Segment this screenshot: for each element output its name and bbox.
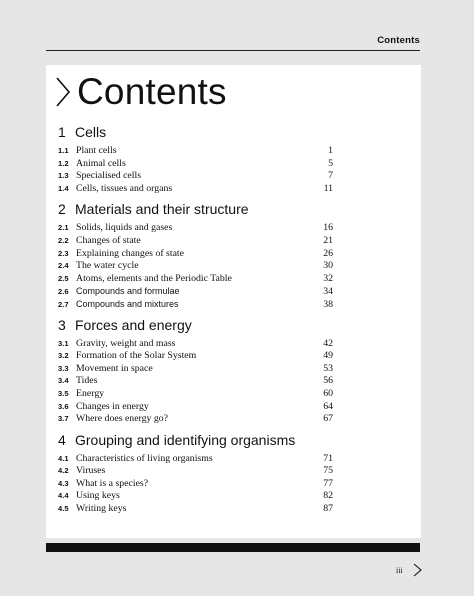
section-page: 32 bbox=[323, 272, 333, 284]
section-page: 21 bbox=[323, 234, 333, 246]
chapter-title: Cells bbox=[75, 124, 107, 140]
section-title: What is a species? bbox=[76, 477, 149, 489]
section-title: Explaining changes of state bbox=[76, 247, 185, 259]
chapter-heading[interactable] bbox=[58, 429, 333, 452]
section-number: 1.1 bbox=[58, 146, 69, 155]
section-number: 4.5 bbox=[58, 504, 69, 514]
section-page: 7 bbox=[328, 170, 333, 182]
section-page: 38 bbox=[323, 298, 333, 310]
section-title: Changes in energy bbox=[76, 400, 149, 412]
chapter-heading[interactable] bbox=[58, 198, 333, 221]
section-entry[interactable] bbox=[58, 170, 333, 183]
section-entry[interactable] bbox=[58, 453, 333, 466]
section-number: 3.5 bbox=[58, 388, 69, 398]
section-title: Using keys bbox=[76, 490, 120, 502]
section-entry[interactable] bbox=[58, 503, 333, 516]
section-entry[interactable] bbox=[58, 350, 333, 363]
section-page: 34 bbox=[323, 286, 333, 298]
section-number: 4.3 bbox=[58, 478, 69, 488]
section-page: 5 bbox=[328, 157, 333, 169]
section-entry[interactable] bbox=[58, 298, 333, 311]
chapter-number: 3 bbox=[58, 316, 66, 333]
section-entry[interactable] bbox=[58, 273, 333, 286]
section-page: 87 bbox=[323, 503, 333, 515]
section-title: Formation of the Solar System bbox=[76, 350, 197, 362]
section-title: Where does energy go? bbox=[76, 413, 169, 425]
section-number: 3.3 bbox=[58, 363, 69, 373]
section-title: Gravity, weight and mass bbox=[76, 337, 176, 349]
section-entry[interactable] bbox=[58, 375, 333, 388]
section-title: The water cycle bbox=[76, 260, 139, 272]
section-title: Atoms, elements and the Periodic Table bbox=[76, 272, 232, 284]
section-number: 3.6 bbox=[58, 401, 69, 411]
section-page: 56 bbox=[323, 375, 333, 387]
section-entry[interactable] bbox=[58, 222, 333, 235]
section-page: 77 bbox=[323, 477, 333, 489]
section-entry[interactable] bbox=[58, 363, 333, 376]
chapter-title: Grouping and identifying organisms bbox=[75, 431, 296, 448]
chapter-title: Materials and their structure bbox=[75, 201, 249, 218]
section-page: 30 bbox=[323, 260, 333, 272]
section-number: 3.2 bbox=[58, 351, 69, 361]
chapter bbox=[58, 121, 333, 195]
section-entry[interactable] bbox=[58, 465, 333, 478]
chapter-number: 2 bbox=[58, 201, 66, 218]
chapter-number: 1 bbox=[58, 124, 66, 140]
section-number: 4.1 bbox=[58, 453, 69, 463]
section-number: 3.1 bbox=[58, 338, 69, 348]
page-title: Contents bbox=[77, 71, 227, 112]
section-number: 1.2 bbox=[58, 158, 69, 168]
section-entry[interactable] bbox=[58, 260, 333, 273]
section-page: 42 bbox=[323, 337, 333, 349]
section-entry[interactable] bbox=[58, 235, 333, 248]
chapter bbox=[58, 314, 333, 426]
section-title: Plant cells bbox=[76, 145, 117, 156]
section-title: Compounds and formulae bbox=[76, 286, 180, 297]
chapter-heading[interactable] bbox=[58, 314, 333, 337]
section-page: 82 bbox=[323, 490, 333, 502]
section-entry[interactable] bbox=[58, 490, 333, 503]
section-list bbox=[58, 338, 333, 426]
section-number: 2.7 bbox=[58, 299, 69, 309]
section-number: 2.6 bbox=[58, 287, 69, 297]
section-title: Solids, liquids and gases bbox=[76, 222, 173, 234]
section-page: 64 bbox=[323, 400, 333, 412]
section-list bbox=[58, 222, 333, 310]
section-page: 75 bbox=[323, 465, 333, 477]
section-page: 49 bbox=[323, 350, 333, 362]
section-number: 4.2 bbox=[58, 466, 69, 476]
section-entry[interactable] bbox=[58, 285, 333, 298]
section-number: 2.2 bbox=[58, 235, 69, 245]
section-title: Tides bbox=[76, 375, 98, 387]
section-entry[interactable] bbox=[58, 158, 333, 171]
section-title: Specialised cells bbox=[76, 170, 142, 182]
section-entry[interactable] bbox=[58, 183, 333, 196]
section-title: Changes of state bbox=[76, 234, 141, 246]
section-page: 67 bbox=[323, 413, 333, 425]
chapter-title: Forces and energy bbox=[75, 316, 192, 333]
section-number: 3.7 bbox=[58, 414, 69, 424]
section-page: 16 bbox=[323, 222, 333, 234]
chapter-number: 4 bbox=[58, 431, 66, 448]
section-number: 2.4 bbox=[58, 261, 69, 271]
section-title: Cells, tissues and organs bbox=[76, 182, 173, 194]
section-title: Movement in space bbox=[76, 362, 153, 374]
section-entry[interactable] bbox=[58, 413, 333, 426]
section-entry[interactable] bbox=[58, 248, 333, 261]
section-page: 60 bbox=[323, 387, 333, 399]
section-entry[interactable] bbox=[58, 401, 333, 414]
section-title: Writing keys bbox=[76, 503, 127, 515]
section-title: Viruses bbox=[76, 465, 106, 477]
section-number: 4.4 bbox=[58, 491, 69, 501]
chapter-heading[interactable] bbox=[58, 121, 333, 144]
section-number: 1.4 bbox=[58, 183, 69, 193]
section-page: 71 bbox=[323, 452, 333, 464]
chevron-right-icon[interactable] bbox=[413, 563, 422, 577]
section-page: 53 bbox=[323, 362, 333, 374]
section-number: 3.4 bbox=[58, 376, 69, 386]
section-title: Energy bbox=[76, 387, 105, 399]
section-entry[interactable] bbox=[58, 388, 333, 401]
section-number: 2.1 bbox=[58, 223, 69, 233]
section-entry[interactable] bbox=[58, 145, 333, 158]
chapter bbox=[58, 429, 333, 516]
page-number: iii bbox=[396, 566, 403, 575]
section-title: Compounds and mixtures bbox=[76, 298, 179, 309]
running-head: Contents bbox=[377, 35, 420, 46]
section-page: 11 bbox=[323, 182, 333, 194]
header-rule bbox=[46, 50, 420, 51]
footer-bar bbox=[46, 543, 420, 552]
section-number: 1.3 bbox=[58, 171, 69, 181]
section-title: Characteristics of living organisms bbox=[76, 452, 213, 464]
section-list bbox=[58, 453, 333, 516]
section-number: 2.5 bbox=[58, 273, 69, 283]
contents-panel bbox=[46, 65, 421, 538]
chapter bbox=[58, 198, 333, 310]
chevron-right-icon bbox=[55, 77, 71, 107]
section-entry[interactable] bbox=[58, 478, 333, 491]
chapter-list bbox=[58, 121, 333, 519]
section-list bbox=[58, 145, 333, 195]
section-title: Animal cells bbox=[76, 157, 126, 169]
section-page: 26 bbox=[323, 247, 333, 259]
section-page: 1 bbox=[328, 145, 333, 156]
section-entry[interactable] bbox=[58, 338, 333, 351]
title-row bbox=[55, 73, 227, 110]
section-number: 2.3 bbox=[58, 248, 69, 258]
